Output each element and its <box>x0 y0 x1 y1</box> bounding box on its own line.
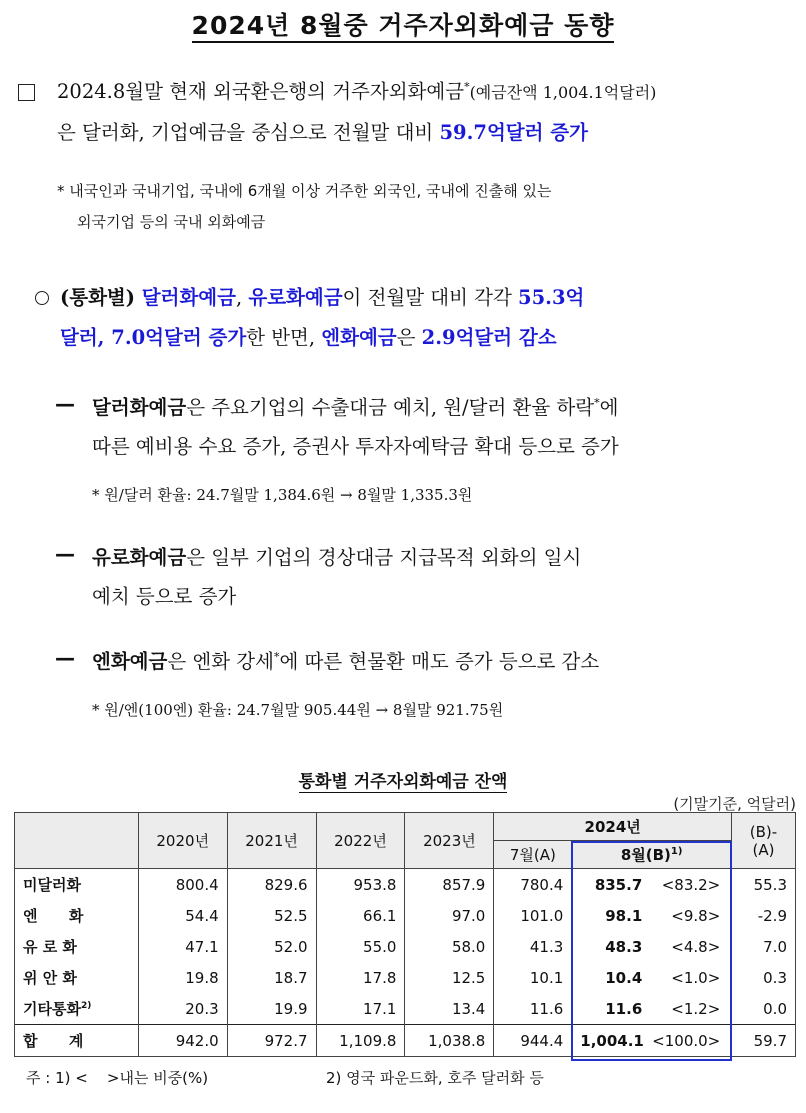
cell-jul: 944.4 <box>494 1025 572 1057</box>
cell-jul: 101.0 <box>494 900 572 931</box>
dash-icon: — <box>55 646 75 670</box>
cell-v2020: 54.4 <box>138 900 227 931</box>
header-blank <box>15 813 139 869</box>
cell-jul: 11.6 <box>494 993 572 1025</box>
eur-line-2: 예치 등으로 증가 <box>92 585 237 608</box>
cell-share: <9.8> <box>671 906 721 925</box>
cell-diff: 0.0 <box>731 993 795 1025</box>
cell-v2021: 972.7 <box>227 1025 316 1057</box>
cell-v2020: 20.3 <box>138 993 227 1025</box>
row-label: 유 로 화 <box>15 931 139 962</box>
jpy-line-1: 엔화예금은 엔화 강세*에 따른 현물환 매도 증가 등으로 감소 <box>92 650 600 673</box>
cell-v2023: 97.0 <box>405 900 494 931</box>
cell-v2021: 18.7 <box>227 962 316 993</box>
cell-jul: 780.4 <box>494 869 572 901</box>
header-2022: 2022년 <box>316 813 405 869</box>
cell-v2020: 47.1 <box>138 931 227 962</box>
cell-share: <100.0> <box>652 1031 721 1050</box>
cell-v2021: 829.6 <box>227 869 316 901</box>
cell-v2020: 19.8 <box>138 962 227 993</box>
checkbox-icon <box>18 84 35 101</box>
cell-v2022: 953.8 <box>316 869 405 901</box>
dash-icon: — <box>55 542 75 566</box>
header-diff: (B)-(A) <box>731 813 795 869</box>
cell-diff: 59.7 <box>731 1025 795 1057</box>
table-row <box>15 993 796 1025</box>
table-caption: 통화별 거주자외화예금 잔액 <box>298 772 508 792</box>
bullet-circle-icon <box>35 291 49 305</box>
cell-v2023: 58.0 <box>405 931 494 962</box>
cell-aug: 98.1 <9.8> <box>572 900 732 931</box>
summary-footnote-2: 외국기업 등의 국내 외화예금 <box>77 213 266 231</box>
cell-share: <1.0> <box>671 968 721 987</box>
cell-aug: 10.4 <1.0> <box>572 962 732 993</box>
usd-line-1: 달러화예금은 주요기업의 수출대금 예치, 원/달러 환율 하락*에 <box>92 396 619 419</box>
table-row <box>15 962 796 993</box>
cell-diff: -2.9 <box>731 900 795 931</box>
cell-aug: 1,004.1 <100.0> <box>572 1025 732 1057</box>
row-label: 미달러화 <box>15 869 139 901</box>
table-row <box>15 900 796 931</box>
table-unit: (기말기준, 억달러) <box>673 795 796 813</box>
cell-v2023: 12.5 <box>405 962 494 993</box>
cell-v2020: 942.0 <box>138 1025 227 1057</box>
cell-aug: 48.3 <4.8> <box>572 931 732 962</box>
cell-jul: 10.1 <box>494 962 572 993</box>
cell-diff: 55.3 <box>731 869 795 901</box>
summary-line-2: 은 달러화, 기업예금을 중심으로 전월말 대비 59.7억달러 증가 <box>57 121 588 144</box>
header-2024: 2024년 <box>494 813 732 841</box>
header-aug: 8월$(B)^{1)}$ <box>572 841 732 869</box>
cell-v2021: 52.5 <box>227 900 316 931</box>
balance-table <box>14 812 796 1057</box>
table-body <box>15 869 796 1057</box>
cell-v2022: 17.1 <box>316 993 405 1025</box>
cell-v2023: 857.9 <box>405 869 494 901</box>
cell-v2022: 55.0 <box>316 931 405 962</box>
currency-line-2: 달러, 7.0억달러 증가한 반면, 엔화예금은 2.9억달러 감소 <box>60 326 557 349</box>
usd-line-2: 따른 예비용 수요 증가, 증권사 투자자예탁금 확대 등으로 증가 <box>92 435 619 458</box>
cell-v2022: 66.1 <box>316 900 405 931</box>
row-label: 위 안 화 <box>15 962 139 993</box>
dash-icon: — <box>55 392 75 416</box>
cell-v2022: 1,109.8 <box>316 1025 405 1057</box>
summary-line-1: 2024.8월말 현재 외국환은행의 거주자외화예금*(예금잔액 1,004.1억달러) <box>57 80 657 103</box>
header-jul: 7월(A) <box>494 841 572 869</box>
cell-diff: 7.0 <box>731 931 795 962</box>
cell-v2021: 52.0 <box>227 931 316 962</box>
cell-v2020: 800.4 <box>138 869 227 901</box>
cell-share: <4.8> <box>671 937 721 956</box>
row-label: 엔 화 <box>15 900 139 931</box>
cell-diff: 0.3 <box>731 962 795 993</box>
header-2023: 2023년 <box>405 813 494 869</box>
cell-share: <1.2> <box>671 999 721 1018</box>
page-title: 2024년 8월중 거주자외화예금 동향 <box>0 6 806 42</box>
cell-jul: 41.3 <box>494 931 572 962</box>
cell-aug: 835.7 <83.2> <box>572 869 732 901</box>
cell-v2023: 13.4 <box>405 993 494 1025</box>
table-notes: 주 : 1) < >내는 비중(%) 2) 영국 파운드화, 호주 달러화 등 <box>26 1069 544 1087</box>
eur-line-1: 유로화예금은 일부 기업의 경상대금 지급목적 외화의 일시 <box>92 546 582 569</box>
cell-v2023: 1,038.8 <box>405 1025 494 1057</box>
row-label: 기타통화$^{2)}$ <box>15 993 139 1025</box>
header-2021: 2021년 <box>227 813 316 869</box>
table-total-row <box>15 1025 796 1057</box>
usd-note: * 원/달러 환율: 24.7월말 1,384.6원 → 8월말 1,335.3원 <box>92 486 473 504</box>
summary-footnote-1: * 내국인과 국내기업, 국내에 6개월 이상 거주한 외국인, 국내에 진출해 있는 <box>57 182 552 200</box>
cell-aug: 11.6 <1.2> <box>572 993 732 1025</box>
jpy-note: * 원/엔(100엔) 환율: 24.7월말 905.44원 → 8월말 921.75원 <box>92 701 504 719</box>
row-label: 합 계 <box>15 1025 139 1057</box>
cell-v2022: 17.8 <box>316 962 405 993</box>
table-row <box>15 931 796 962</box>
currency-line-1: (통화별) 달러화예금, 유로화예금이 전월말 대비 각각 55.3억 <box>60 286 585 309</box>
cell-v2021: 19.9 <box>227 993 316 1025</box>
cell-share: <83.2> <box>661 875 721 894</box>
table-row <box>15 869 796 901</box>
header-2020: 2020년 <box>138 813 227 869</box>
